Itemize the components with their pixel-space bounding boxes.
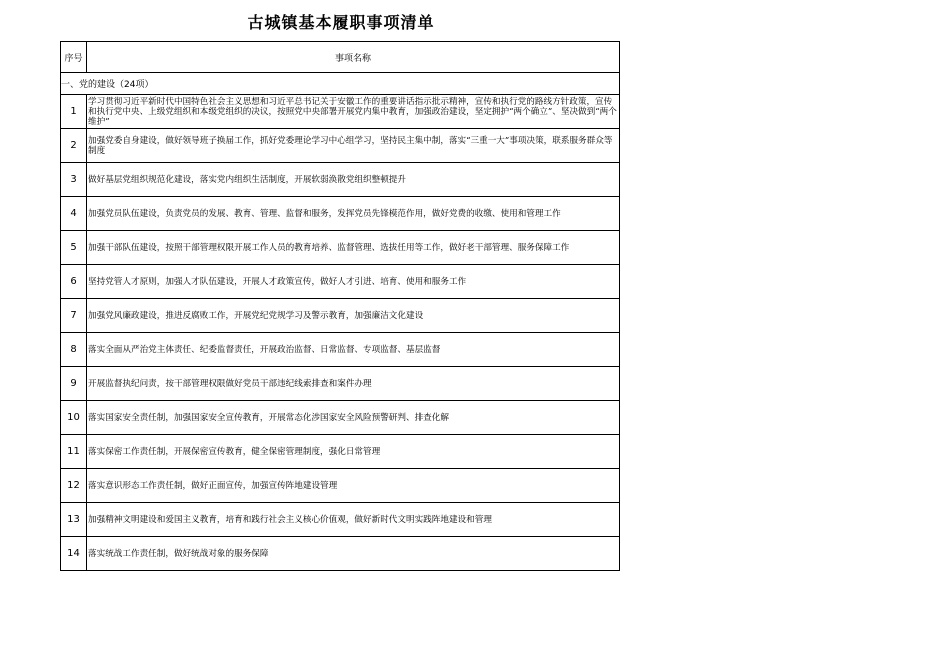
row-serial-number: 3 bbox=[61, 163, 87, 197]
section-title: 一、党的建设（24项） bbox=[61, 73, 620, 95]
table-row bbox=[61, 537, 620, 571]
table-row bbox=[61, 129, 620, 163]
row-serial-number: 11 bbox=[61, 435, 87, 469]
row-serial-number: 9 bbox=[61, 367, 87, 401]
duty-list-table bbox=[60, 41, 620, 571]
row-item-name: 做好基层党组织规范化建设，落实党内组织生活制度，开展软弱涣散党组织整顿提升 bbox=[87, 163, 620, 197]
row-serial-number: 14 bbox=[61, 537, 87, 571]
table-row bbox=[61, 503, 620, 537]
section-row bbox=[61, 73, 620, 95]
row-item-name: 加强党风廉政建设，推进反腐败工作，开展党纪党规学习及警示教育，加强廉洁文化建设 bbox=[87, 299, 620, 333]
row-item-name: 落实国家安全责任制，加强国家安全宣传教育，开展常态化涉国家安全风险预警研判、排查化解 bbox=[87, 401, 620, 435]
row-item-name: 坚持党管人才原则，加强人才队伍建设，开展人才政策宣传，做好人才引进、培育、使用和服务工作 bbox=[87, 265, 620, 299]
row-serial-number: 1 bbox=[61, 95, 87, 129]
table-row bbox=[61, 163, 620, 197]
row-serial-number: 12 bbox=[61, 469, 87, 503]
document-title: 古城镇基本履职事项清单 bbox=[247, 13, 435, 32]
table-row bbox=[61, 265, 620, 299]
row-serial-number: 6 bbox=[61, 265, 87, 299]
row-item-name: 落实意识形态工作责任制，做好正面宣传，加强宣传阵地建设管理 bbox=[87, 469, 620, 503]
table-row bbox=[61, 333, 620, 367]
table-row bbox=[61, 197, 620, 231]
table-row bbox=[61, 401, 620, 435]
row-item-name: 落实保密工作责任制，开展保密宣传教育，健全保密管理制度，强化日常管理 bbox=[87, 435, 620, 469]
table-header-row bbox=[61, 42, 620, 73]
table-row bbox=[61, 95, 620, 129]
header-item-name: 事项名称 bbox=[87, 42, 620, 73]
row-serial-number: 5 bbox=[61, 231, 87, 265]
header-serial-number: 序号 bbox=[61, 42, 87, 73]
table-row bbox=[61, 469, 620, 503]
row-item-name: 开展监督执纪问责，按干部管理权限做好党员干部违纪线索排查和案件办理 bbox=[87, 367, 620, 401]
row-serial-number: 2 bbox=[61, 129, 87, 163]
row-item-name: 加强党委自身建设，做好领导班子换届工作，抓好党委理论学习中心组学习，坚持民主集中制，落实“三重一大”事项决策，联系服务群众等制度 bbox=[87, 129, 620, 163]
table-row bbox=[61, 435, 620, 469]
row-serial-number: 7 bbox=[61, 299, 87, 333]
row-item-name: 落实统战工作责任制，做好统战对象的服务保障 bbox=[87, 537, 620, 571]
row-serial-number: 4 bbox=[61, 197, 87, 231]
row-serial-number: 8 bbox=[61, 333, 87, 367]
row-item-name: 学习贯彻习近平新时代中国特色社会主义思想和习近平总书记关于安徽工作的重要讲话指示批示精神，宣传和执行党的路线方针政策，宣传和执行党中央、上级党组织和本级党组织的决议，按照党中央部署开展党内集中教育，加强政治建设，坚定拥护“两个确立”、坚决做到“两个维护” bbox=[87, 95, 620, 129]
row-serial-number: 13 bbox=[61, 503, 87, 537]
table-row bbox=[61, 367, 620, 401]
row-item-name: 加强精神文明建设和爱国主义教育，培育和践行社会主义核心价值观，做好新时代文明实践阵地建设和管理 bbox=[87, 503, 620, 537]
table-row bbox=[61, 231, 620, 265]
row-item-name: 落实全面从严治党主体责任、纪委监督责任，开展政治监督、日常监督、专项监督、基层监督 bbox=[87, 333, 620, 367]
row-item-name: 加强党员队伍建设，负责党员的发展、教育、管理、监督和服务，发挥党员先锋模范作用，做好党费的收缴、使用和管理工作 bbox=[87, 197, 620, 231]
row-item-name: 加强干部队伍建设，按照干部管理权限开展工作人员的教育培养、监督管理、选拔任用等工作，做好老干部管理、服务保障工作 bbox=[87, 231, 620, 265]
row-serial-number: 10 bbox=[61, 401, 87, 435]
table-row bbox=[61, 299, 620, 333]
